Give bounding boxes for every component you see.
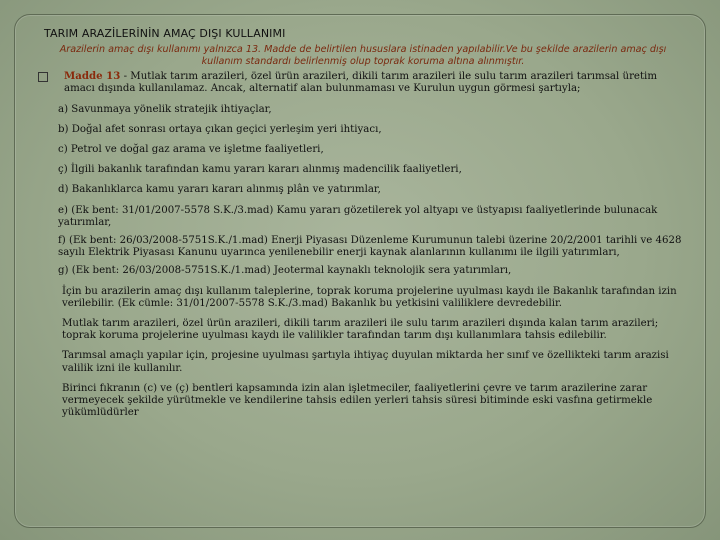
list-item: d) Bakanlıklarca kamu yararı kararı alınmış plân ve yatırımlar, [58,184,381,196]
page-title: TARIM ARAZİLERİNİN AMAÇ DIŞI KULLANIMI [44,27,286,40]
list-item: g) (Ek bent: 26/03/2008-5751S.K./1.mad) Jeotermal kaynaklı teknolojik sera yatırımları, [58,265,512,277]
slide-content [38,28,688,427]
madde-text: - Mutlak tarım arazileri, özel ürün arazileri, dikili tarım arazileri ile sulu tarım arazileri tarımsal üretim amacı dışında kullanılamaz. Ancak, alternatif alan bulunmaması ve Kurulun uygun görmesi şartıyla; [64,71,657,95]
list-item: ç) İlgili bakanlık tarafından kamu yararı kararı alınmış madencilik faaliyetleri, [58,164,462,176]
list-item: c) Petrol ve doğal gaz arama ve işletme faaliyetleri, [58,144,324,156]
subtitle-text: Arazilerin amaç dışı kullanımı yalnızca 13. Madde de belirtilen hususlara istinaden yapılabilir.Ve bu şekilde arazilerin amaç dışı kullanım standardı belirlenmiş olup toprak koruma altına alınmıştır. [59,44,667,68]
paragraph: Tarımsal amaçlı yapılar için, projesine uyulması şartıyla ihtiyaç duyulan miktarda her sınıf ve özellikteki tarım arazisi valilik izni ile kullanılır. [62,350,669,374]
list-item: f) (Ek bent: 26/03/2008-5751S.K./1.mad) Enerji Piyasası Düzenleme Kurumunun talebi üzerine 20/2/2001 tarihli ve 4628 sayılı Elektrik Piyasası Kanunu uyarınca yenilenebilir enerji kaynak alanlarının kullanımı ile ilgili yatırımları, [58,235,682,259]
list-item: b) Doğal afet sonrası ortaya çıkan geçici yerleşim yeri ihtiyacı, [58,123,382,135]
paragraph: İçin bu arazilerin amaç dışı kullanım taleplerine, toprak koruma projelerine uyulması kaydı ile Bakanlık tarafından izin verilebilir. (Ek cümle: 31/01/2007-5578 S.K./3.mad) Bakanlık bu yetkisini valiliklere devredebilir. [62,285,677,309]
madde-label: Madde 13 [64,70,121,83]
madde-13-bullet [38,70,688,95]
list-item: a) Savunmaya yönelik stratejik ihtiyaçlar, [58,103,272,115]
paragraph: Birinci fıkranın (c) ve (ç) bentleri kapsamında izin alan işletmeciler, faaliyetlerini çevre ve tarım arazilerine zarar vermeyecek şekilde yürütmekle ve kendilerine tahsis edilen yerleri tahsis süresi bitiminde eski vasfına getirmekle yükümlüdürler [62,382,653,419]
square-bullet-icon [38,72,48,82]
list-item: e) (Ek bent: 31/01/2007-5578 S.K./3.mad) Kamu yararı gözetilerek yol altyapı ve üstyapısı faaliyetlerinde bulunacak yatırımlar, [58,204,658,228]
paragraph: Mutlak tarım arazileri, özel ürün arazileri, dikili tarım arazileri ile sulu tarım arazileri dışında kalan tarım arazileri; toprak koruma projelerine uyulması kaydı ile valilikler tarafından tarım dışı kullanımlara tahsis edilebilir. [62,318,659,342]
